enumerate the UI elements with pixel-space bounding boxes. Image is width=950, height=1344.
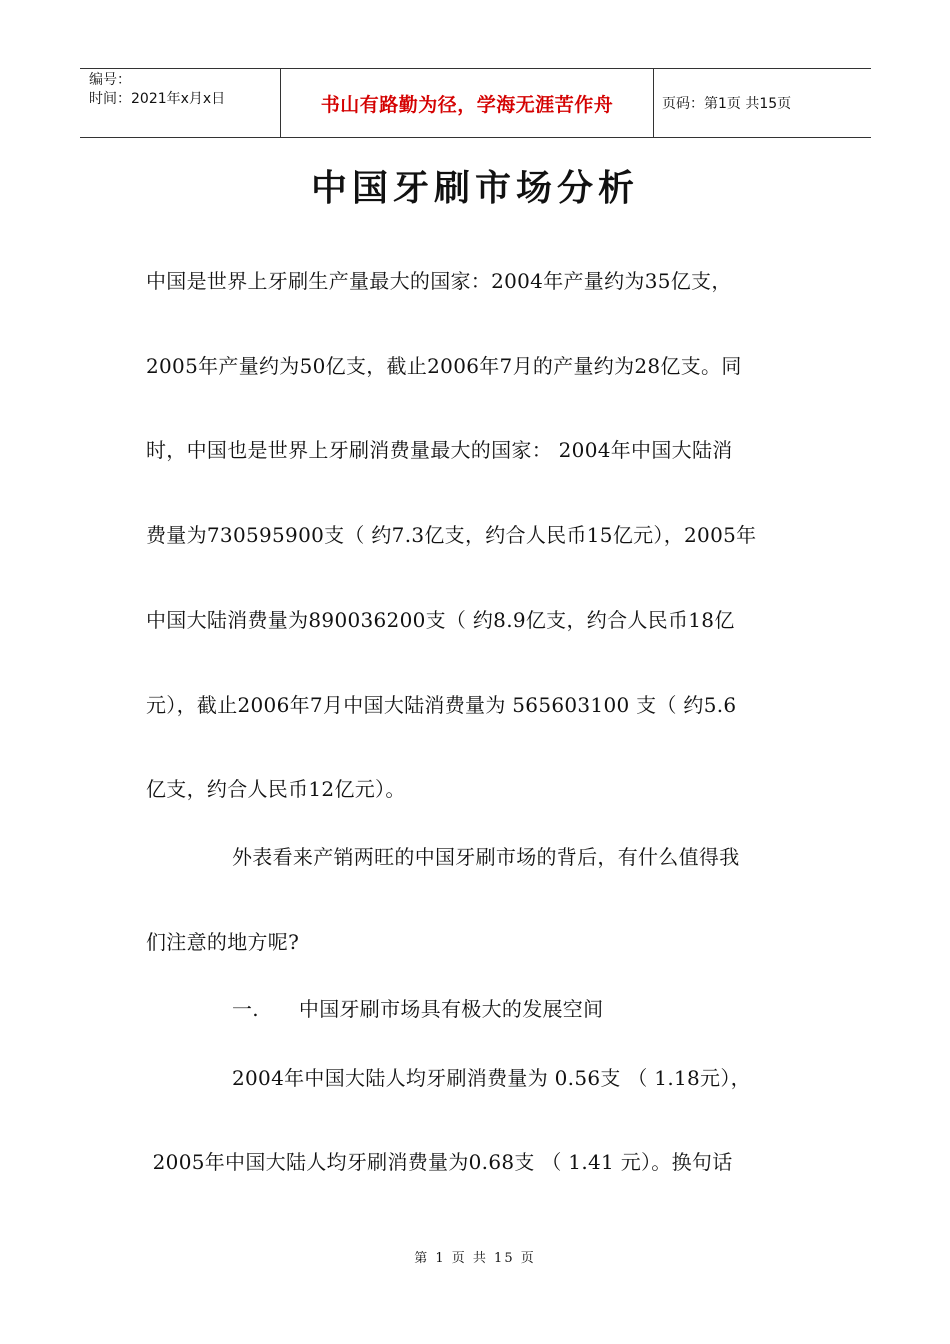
paragraph-line: 中国大陆消费量为890036200支（ 约8.9亿支，约合人民币18亿 (146, 608, 735, 632)
motto-text: 书山有路勤为径，学海无涯苦作舟 (320, 93, 614, 116)
paragraph-line: 2005年中国大陆人均牙刷消费量为0.68支 （ 1.41 元）。换句话 (146, 1150, 733, 1174)
paragraph-line: 们注意的地方呢? (146, 930, 300, 954)
paragraph-line: 费量为730595900支（ 约7.3亿支，约合人民币15亿元），2005年 (146, 523, 757, 547)
number-label: 编号： (89, 72, 131, 88)
paragraph-line: 时，中国也是世界上牙刷消费量最大的国家： 2004年中国大陆消 (146, 438, 733, 462)
paragraph-line: 外表看来产销两旺的中国牙刷市场的背后，有什么值得我 (232, 845, 740, 869)
paragraph-line: 中国是世界上牙刷生产量最大的国家：2004年产量约为35亿支， (146, 269, 732, 293)
header-info-cell (80, 69, 281, 137)
page-info-cell (654, 69, 871, 137)
header-table (80, 68, 871, 138)
motto-cell (281, 69, 654, 137)
paragraph-line: 2004年中国大陆人均牙刷消费量为 0.56支 （ 1.18元）， (232, 1066, 751, 1090)
document-title: 中国牙刷市场分析 (310, 168, 639, 209)
paragraph-line: 2005年产量约为50亿支，截止2006年7月的产量约为28亿支。同 (146, 354, 742, 378)
section-heading: 一. 中国牙刷市场具有极大的发展空间 (232, 997, 604, 1021)
paragraph-line: 亿支，约合人民币12亿元）。 (146, 777, 406, 801)
page-info: 页码：第1页 共15页 (662, 96, 792, 112)
date-line: 时间：2021年x月x日 (89, 91, 226, 107)
page-footer: 第 1 页 共 15 页 (414, 1251, 536, 1266)
paragraph-line: 元），截止2006年7月中国大陆消费量为 565603100 支（ 约5.6 (146, 693, 737, 717)
